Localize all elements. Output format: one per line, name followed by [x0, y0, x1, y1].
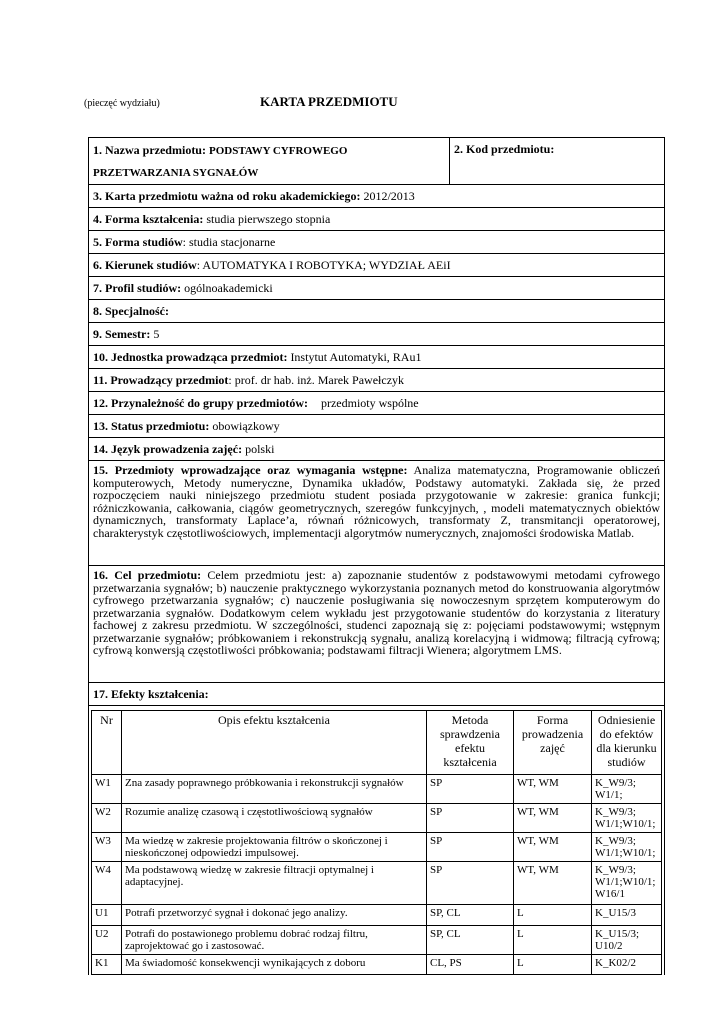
col-header-description: Opis efektu kształcenia: [122, 711, 427, 775]
cell-method: SP, CL: [427, 905, 514, 926]
cell-form: WT, WM: [514, 862, 592, 905]
cell-ref: K_U15/3: [592, 905, 662, 926]
cell-form: L: [514, 905, 592, 926]
study-form-row: [89, 231, 665, 254]
field-label: 4. Forma kształcenia:: [93, 212, 204, 226]
field-value: obowiązkowy: [212, 419, 280, 433]
col-header-method: Metoda sprawdzenia efektu kształcenia: [427, 711, 514, 775]
field-label: 13. Status przedmiotu:: [93, 419, 210, 433]
cell-desc: Ma świadomość konsekwencji wynikających z doboru: [122, 955, 427, 975]
field-value: studia pierwszego stopnia: [206, 212, 331, 226]
table-row: [92, 926, 662, 955]
language-row: [89, 438, 665, 461]
cell-form: WT, WM: [514, 833, 592, 862]
valid-year-row: [89, 185, 665, 208]
teaching-unit-row: [89, 346, 665, 369]
field-label: 14. Język prowadzenia zajęć:: [93, 442, 243, 456]
course-info-table: [88, 137, 665, 975]
course-name-cell: [89, 138, 450, 185]
field-label: 10. Jednostka prowadząca przedmiot:: [93, 350, 288, 364]
prerequisites-row: [89, 461, 665, 566]
table-row: [92, 955, 662, 975]
cell-method: SP: [427, 804, 514, 833]
semester-row: [89, 323, 665, 346]
field-label: 12. Przynależność do grupy przedmiotów:: [93, 396, 308, 410]
field-label: 3. Karta przedmiotu ważna od roku akademickiego:: [93, 189, 361, 203]
education-form-row: [89, 208, 665, 231]
field-label: 16. Cel przedmiotu:: [93, 568, 202, 582]
cell-nr: U1: [92, 905, 122, 926]
field-value: przedmioty wspólne: [320, 396, 419, 410]
field-label: 15. Przedmioty wprowadzające oraz wymagania wstępne:: [93, 463, 408, 477]
course-card-form: [88, 137, 664, 975]
field-value: Celem przedmiotu jest: a) zapoznanie studentów z podstawowymi metodami cyfrowego przetwarzania sygnałów; b) nauczenie praktycznego wykorzystania poznanych metod do konstruowania algorytmów cyfrowego przetwarzania sygnałów; c) nauczenie posługiwania się nowoczesnym sprzętem komputerowym do przetwarzania sygnałów. Dodatkowym celem wykładu jest przygotowanie studentów do korzystania z literatury fachowej z zakresu przedmiotu. W szczególności, studenci zapoznają się z: pojęciami podstawowymi; wstępnym przetwarzanie sygnałów; próbkowaniem i rekonstrukcją sygnału, analizą korelacyjną i widmową; filtracją cyfrową; cyfrową konwersją częstotliwości próbkowania; podstawami filtracji Wienera; algorytmem LMS.: [93, 568, 661, 657]
specialization-row: [89, 300, 665, 323]
cell-form: L: [514, 955, 592, 975]
cell-ref: K_W9/3; W1/1;W10/1;: [592, 804, 662, 833]
col-header-form: Forma prowadzenia zajęć: [514, 711, 592, 775]
field-label: 9. Semestr:: [93, 327, 151, 341]
table-row: [92, 833, 662, 862]
cell-form: WT, WM: [514, 775, 592, 804]
course-name-value: PODSTAWY CYFROWEGO: [208, 145, 348, 157]
field-value: Analiza matematyczna, Programowanie obliczeń komputerowych, Metody numeryczne, Dynamika układów, Podstawy automatyki. Zakłada się, że przed rozpoczęciem nauki niniejszego przedmiotu student posiada przygotowanie w zakresie: granica funkcji; różniczkowania, całkowania, ciągów geometrycznych, szeregów funkcyjnych, , modeli matematycznych obiektów dynamicznych, transformaty Laplace’a, równań różnicowych, transformaty Z, transmitancji operatorowej, charakterystyk częstotliwościowych, implementacji algorytmów numerycznych, znajomości środowiska Matlab.: [93, 463, 661, 540]
field-label: 2. Kod przedmiotu:: [454, 142, 555, 156]
learning-outcomes-row: [89, 683, 665, 706]
cell-desc: Potrafi przetworzyć sygnał i dokonać jego analizy.: [122, 905, 427, 926]
cell-nr: U2: [92, 926, 122, 955]
col-header-reference: Odniesienie do efektów dla kierunku studiów: [592, 711, 662, 775]
col-header-nr: Nr: [92, 711, 122, 775]
cell-form: L: [514, 926, 592, 955]
learning-outcomes-table: [91, 710, 662, 975]
cell-method: SP, CL: [427, 926, 514, 955]
table-row: [92, 804, 662, 833]
field-label: 7. Profil studiów:: [93, 281, 182, 295]
field-value: ogólnoakademicki: [184, 281, 273, 295]
cell-form: WT, WM: [514, 804, 592, 833]
faculty-stamp-label: (pieczęć wydziału): [84, 98, 160, 109]
cell-method: CL, PS: [427, 955, 514, 975]
field-label: 17. Efekty kształcenia:: [93, 687, 209, 701]
field-label: 6. Kierunek studiów: [93, 258, 197, 272]
cell-desc: Potrafi do postawionego problemu dobrać rodzaj filtru, zaprojektować go i zastosować.: [122, 926, 427, 955]
cell-desc: Ma podstawową wiedzę w zakresie filtracji optymalnej i adaptacyjnej.: [122, 862, 427, 905]
effects-container: [89, 706, 665, 976]
field-label: 1. Nazwa przedmiotu:: [93, 143, 206, 157]
field-label: 11. Prowadzący przedmiot: [93, 373, 229, 387]
cell-nr: K1: [92, 955, 122, 975]
course-group-row: [89, 392, 665, 415]
cell-ref: K_W9/3; W1/1;: [592, 775, 662, 804]
cell-desc: Rozumie analizę czasową i częstotliwościową sygnałów: [122, 804, 427, 833]
field-value: : studia stacjonarne: [182, 235, 276, 249]
table-row: [92, 905, 662, 926]
cell-nr: W2: [92, 804, 122, 833]
field-label: 8. Specjalność:: [93, 304, 169, 318]
field-value: : prof. dr hab. inż. Marek Pawełczyk: [228, 373, 405, 387]
course-name-value-cont: PRZETWARZANIA SYGNAŁÓW: [93, 167, 259, 179]
field-value: : AUTOMATYKA I ROBOTYKA; WYDZIAŁ AEiI: [196, 258, 451, 272]
field-value: 5: [153, 327, 160, 341]
cell-ref: K_W9/3; W1/1;W10/1;: [592, 833, 662, 862]
learning-outcomes-body: [92, 775, 662, 975]
course-status-row: [89, 415, 665, 438]
field-value: Instytut Automatyki, RAu1: [290, 350, 422, 364]
field-value: polski: [245, 442, 275, 456]
cell-nr: W1: [92, 775, 122, 804]
cell-nr: W3: [92, 833, 122, 862]
cell-ref: K_K02/2: [592, 955, 662, 975]
field-value: 2012/2013: [363, 189, 415, 203]
table-row: [92, 775, 662, 804]
cell-ref: K_W9/3; W1/1;W10/1; W16/1: [592, 862, 662, 905]
field-label: 5. Forma studiów: [93, 235, 183, 249]
study-profile-row: [89, 277, 665, 300]
field-of-study-row: [89, 254, 665, 277]
course-code-cell: [450, 138, 665, 185]
cell-method: SP: [427, 833, 514, 862]
table-row: [92, 862, 662, 905]
cell-desc: Zna zasady poprawnego próbkowania i rekonstrukcji sygnałów: [122, 775, 427, 804]
cell-desc: Ma wiedzę w zakresie projektowania filtrów o skończonej i nieskończonej odpowiedzi impulsowej.: [122, 833, 427, 862]
cell-ref: K_U15/3; U10/2: [592, 926, 662, 955]
lecturer-row: [89, 369, 665, 392]
cell-method: SP: [427, 862, 514, 905]
course-objective-row: [89, 566, 665, 683]
cell-method: SP: [427, 775, 514, 804]
page-title: KARTA PRZEDMIOTU: [260, 94, 398, 109]
cell-nr: W4: [92, 862, 122, 905]
